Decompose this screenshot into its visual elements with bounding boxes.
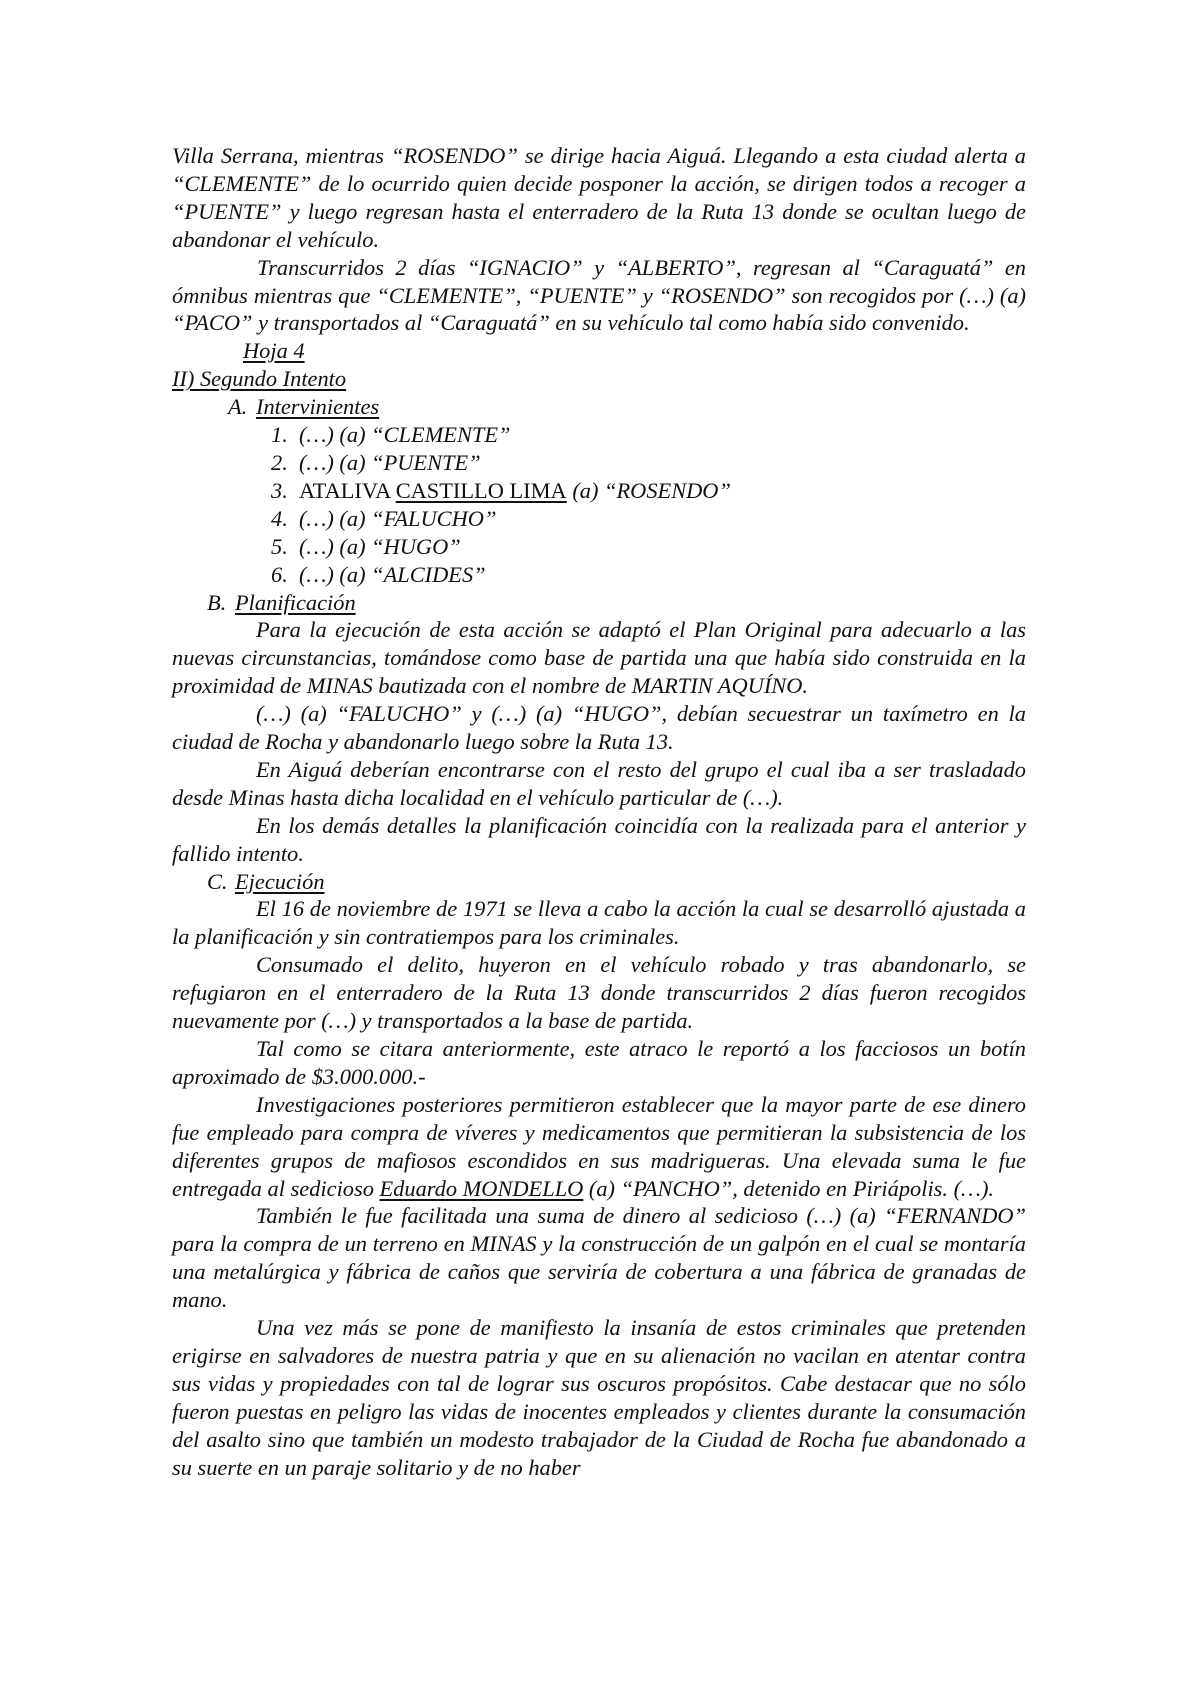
list-item xyxy=(271,533,1026,561)
list-item xyxy=(271,505,1026,533)
subsection-intervinientes-heading xyxy=(228,393,1026,421)
subsection-title: Planificación xyxy=(235,589,356,615)
paragraph: Para la ejecución de esta acción se adaptó el Plan Original para adecuarlo a las nuevas circunstancias, tomándose como base de partida una que había sido construida en la proximidad de MINAS bautizada con el nombre de MARTIN AQUÍNO. xyxy=(172,617,1026,699)
item-number: 2. xyxy=(271,449,288,475)
document-page xyxy=(172,142,1026,1482)
paragraph: El 16 de noviembre de 1971 se lleva a cabo la acción la cual se desarrolló ajustada a la planificación y sin contratiempos para los criminales. xyxy=(172,896,1026,950)
subsection-ejecucion-heading xyxy=(207,868,1026,896)
paragraph: Tal como se citara anteriormente, este atraco le reportó a los facciosos un botín aproximado de $3.000.000.- xyxy=(172,1036,1026,1089)
paragraph: Consumado el delito, huyeron en el vehículo robado y tras abandonarlo, se refugiaron en el enterradero de la Ruta 13 donde transcurridos 2 días fueron recogidos nuevamente por (…) y transportados a la base de partida. xyxy=(172,952,1026,1034)
paragraph-text: (a) “PANCHO”, detenido en Piriápolis. (…). xyxy=(583,1175,995,1201)
list-item xyxy=(271,421,1026,449)
paragraph-intro-2: Transcurridos 2 días “IGNACIO” y “ALBERTO”, regresan al “Caraguatá” en ómnibus mientras que “CLEMENTE”, “PUENTE” y “ROSENDO” son recogidos por (…) (a) “PACO” y transportados al “Caraguatá” en su vehículo tal como había sido convenido. xyxy=(172,254,1026,336)
subsection-title: Intervinientes xyxy=(256,394,380,420)
item-surname: CASTILLO LIMA xyxy=(395,477,567,503)
section-title: II) Segundo Intento xyxy=(172,366,347,392)
subsection-title: Ejecución xyxy=(235,868,325,894)
item-text: (…) (a) “FALUCHO” xyxy=(299,505,497,531)
paragraph: También le fue facilitada una suma de dinero al sedicioso (…) (a) “FERNANDO” para la compra de un terreno en MINAS y la construcción de un galpón en el cual se montaría una metalúrgica y fábrica de caños que serviría de cobertura a una fábrica de granadas de mano. xyxy=(172,1203,1026,1313)
item-text: (…) (a) “ALCIDES” xyxy=(299,561,486,587)
paragraph: Una vez más se pone de manifiesto la insanía de estos criminales que pretenden erigirse en salvadores de nuestra patria y que en su alienación no vacilan en atentar contra sus vidas y propiedades con tal de lograr sus oscuros propósitos. Cabe destacar que no sólo fueron puestas en peligro las vidas de inocentes empleados y clientes durante la consumación del asalto sino que también un modesto trabajador de la Ciudad de Rocha fue abandonado a su suerte en un paraje solitario y de no haber xyxy=(172,1315,1026,1480)
list-item xyxy=(271,449,1026,477)
paragraph: En Aiguá deberían encontrarse con el resto del grupo el cual iba a ser trasladado desde Minas hasta dicha localidad en el vehículo particular de (…). xyxy=(172,756,1026,810)
person-name: Eduardo MONDELLO xyxy=(379,1175,584,1201)
subsection-planificacion-heading xyxy=(207,589,1026,617)
list-item xyxy=(271,477,1026,505)
paragraph xyxy=(172,1091,1026,1203)
page-marker-hoja: Hoja 4 xyxy=(243,338,305,364)
subsection-label: A. xyxy=(228,394,248,420)
paragraph: En los demás detalles la planificación coincidía con la realizada para el anterior y fallido intento. xyxy=(172,812,1026,866)
intervinientes-list xyxy=(172,421,1026,588)
list-item xyxy=(271,561,1026,589)
item-text: (…) (a) “PUENTE” xyxy=(299,449,481,475)
subsection-label: B. xyxy=(207,589,227,615)
item-number: 5. xyxy=(271,533,288,559)
item-number: 1. xyxy=(271,422,288,448)
paragraph-intro-1: Villa Serrana, mientras “ROSENDO” se dirige hacia Aiguá. Llegando a esta ciudad alerta a “CLEMENTE” de lo ocurrido quien decide posponer la acción, se dirigen todos a recoger a “PUENTE” y luego regresan hasta el enterradero de la Ruta 13 donde se ocultan luego de abandonar el vehículo. xyxy=(172,143,1026,252)
item-number: 3. xyxy=(271,477,288,503)
item-text: ATALIVA xyxy=(299,477,396,503)
paragraph-text: Investigaciones posteriores permitieron establecer que la mayor parte de ese dinero fue empleado para compra de víveres y medicamentos que permitieran la subsistencia de los diferentes grupos de mafiosos escondidos en sus madrigueras. Una elevada suma le fue entregada al sedicioso xyxy=(172,1091,1026,1201)
subsection-label: C. xyxy=(207,868,228,894)
item-alias: (a) “ROSENDO” xyxy=(566,477,731,503)
item-text: (…) (a) “HUGO” xyxy=(299,533,461,559)
paragraph: (…) (a) “FALUCHO” y (…) (a) “HUGO”, debían secuestrar un taxímetro en la ciudad de Rocha y abandonarlo luego sobre la Ruta 13. xyxy=(172,701,1026,755)
item-number: 4. xyxy=(271,505,288,531)
item-number: 6. xyxy=(271,561,288,587)
item-text: (…) (a) “CLEMENTE” xyxy=(299,422,511,448)
